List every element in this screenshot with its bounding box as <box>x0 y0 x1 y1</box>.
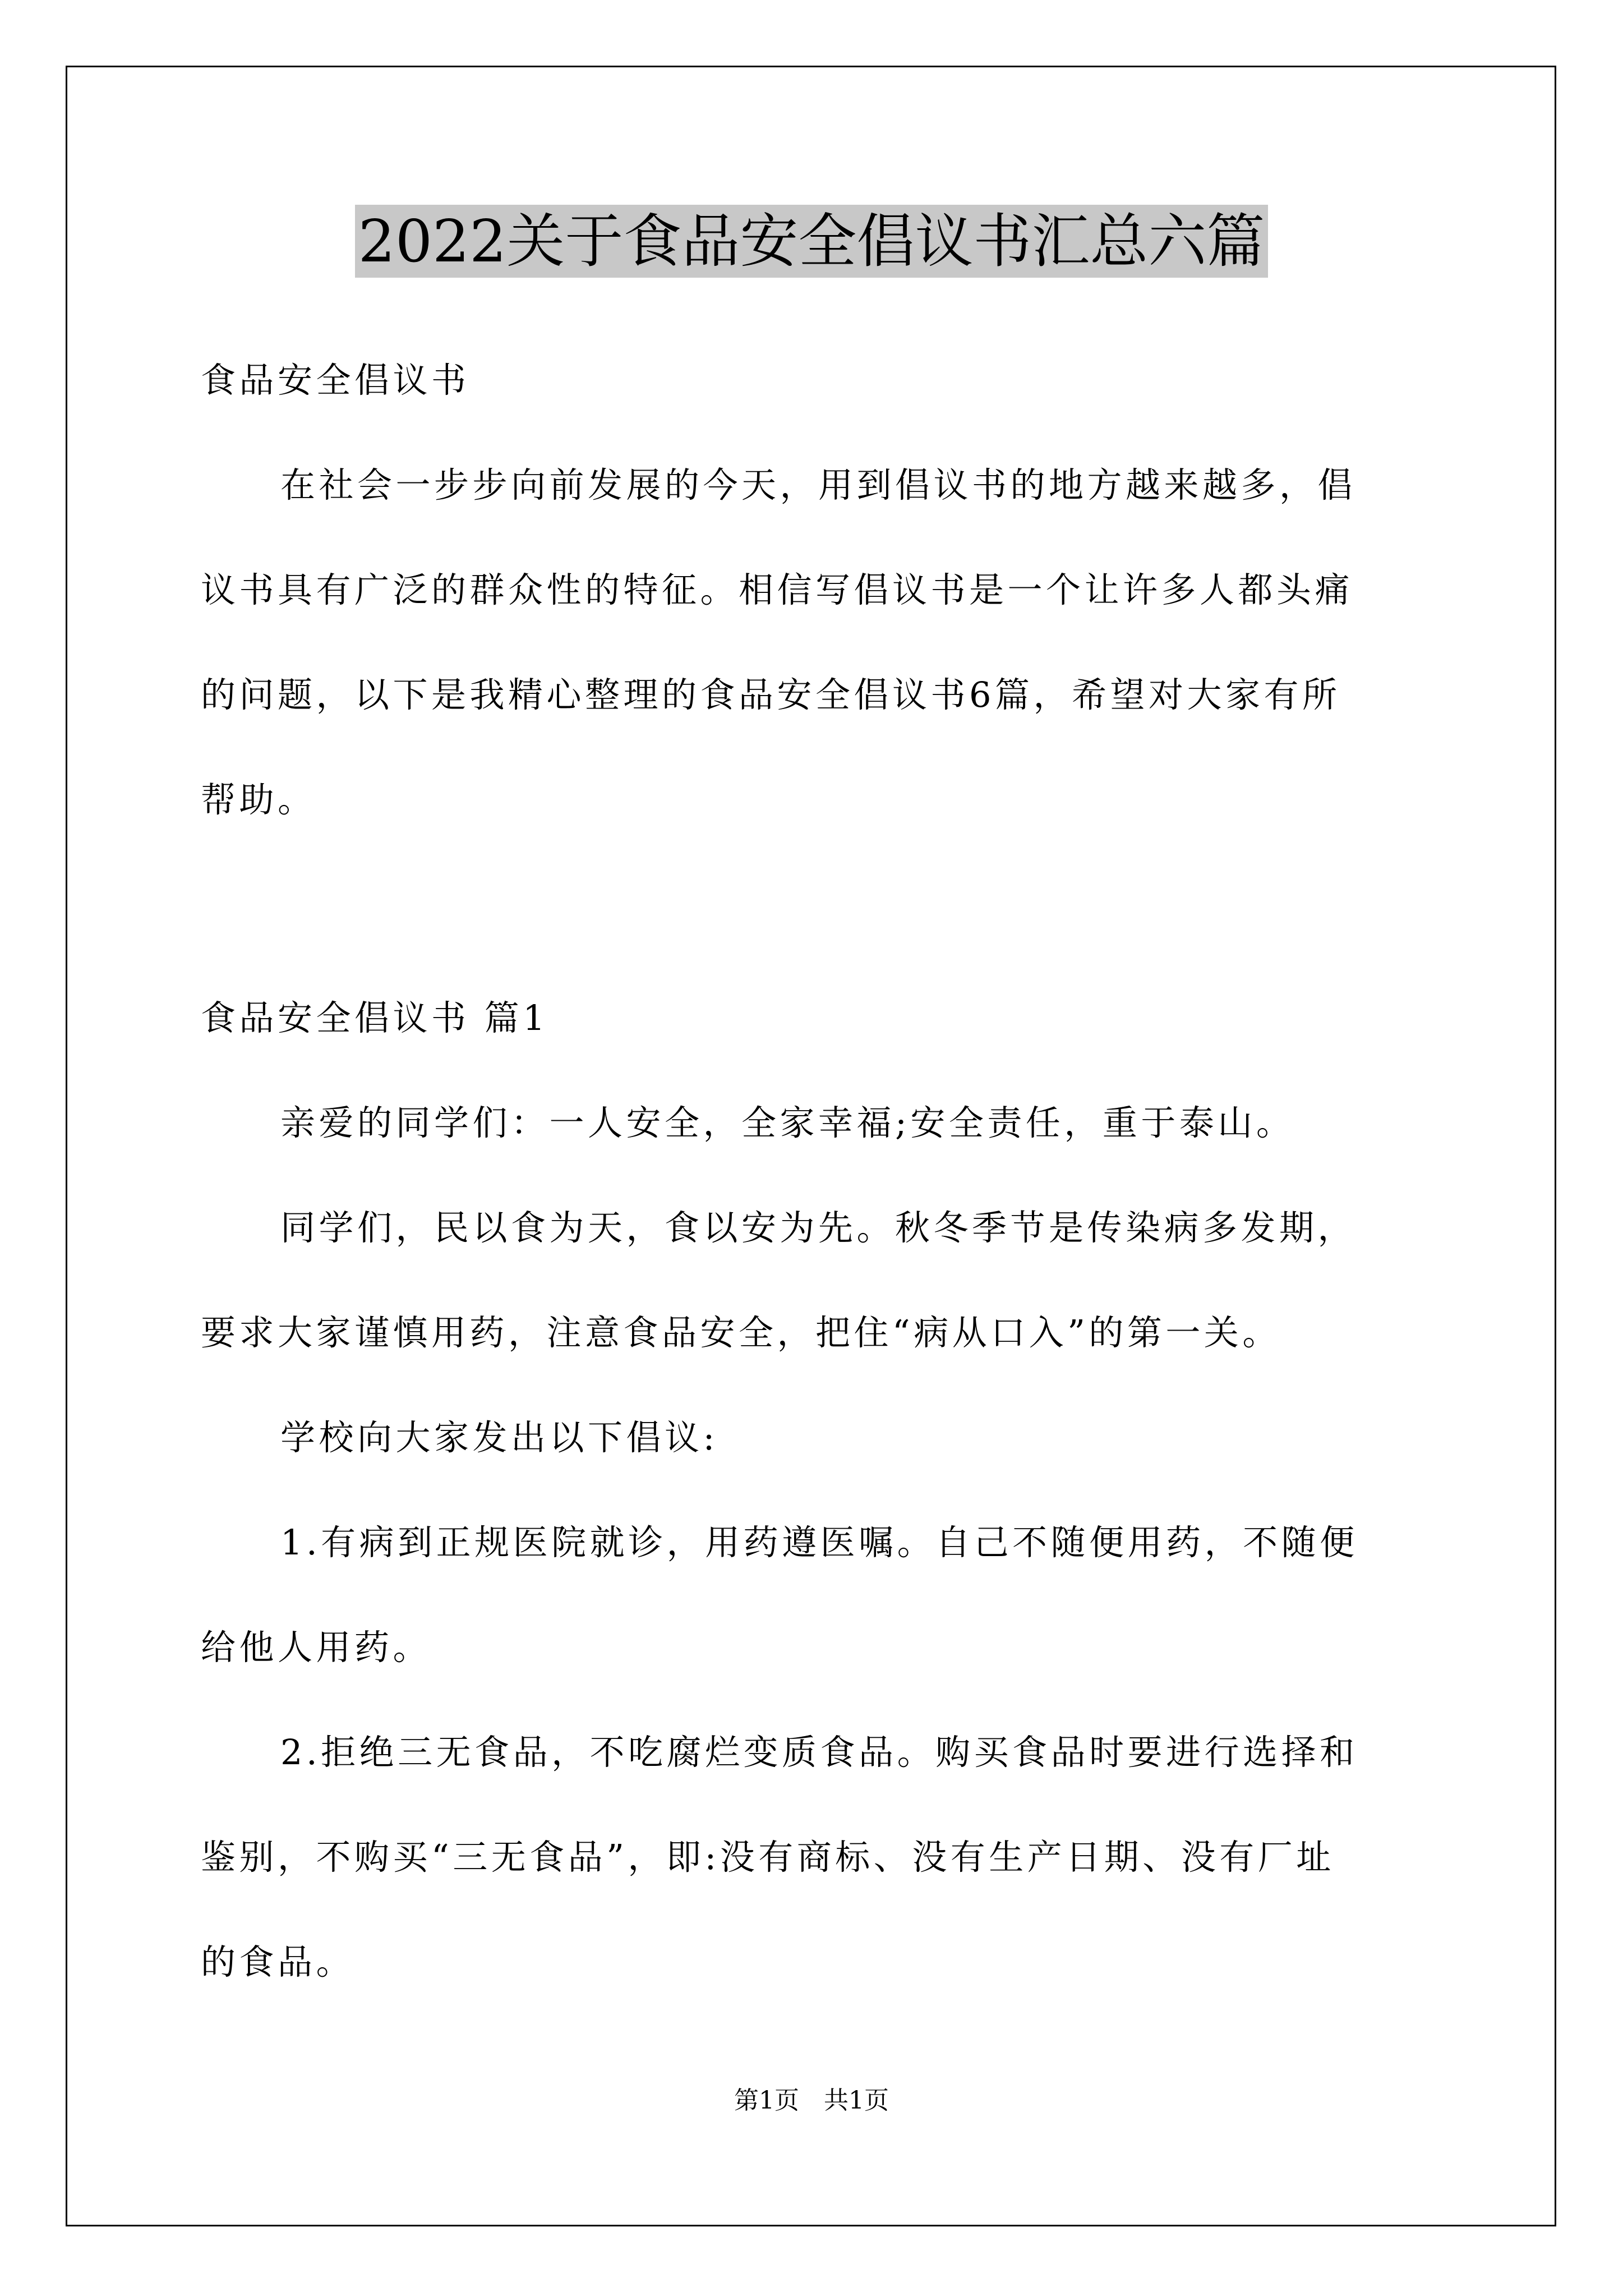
paragraph-line: 学校向大家发出以下倡议: <box>280 1417 718 1458</box>
paragraph-line: 的食品。 <box>201 1941 355 1982</box>
paragraph-line: 亲爱的同学们：一人安全，全家幸福;安全责任，重于泰山。 <box>280 1102 1295 1143</box>
paragraph-line: 的问题，以下是我精心整理的食品安全倡议书6篇，希望对大家有所 <box>201 674 1341 715</box>
paragraph-line: 在社会一步步向前发展的今天，用到倡议书的地方越来越多，倡 <box>280 464 1357 505</box>
paragraph-line: 议书具有广泛的群众性的特征。相信写倡议书是一个让许多人都头痛 <box>201 569 1354 610</box>
title-container <box>0 205 1623 278</box>
paragraph-line: 1.有病到正规医院就诊，用药遵医嘱。自己不随便用药，不随便 <box>280 1522 1358 1563</box>
page-footer: 第1页 共1页 <box>734 2086 889 2115</box>
paragraph-line: 要求大家谨慎用药，注意食品安全，把住“病从口入”的第一关。 <box>201 1312 1281 1353</box>
paragraph-line: 2.拒绝三无食品，不吃腐烂变质食品。购买食品时要进行选择和 <box>280 1732 1358 1773</box>
section-heading: 食品安全倡议书 篇1 <box>201 997 549 1038</box>
section-heading: 食品安全倡议书 <box>201 360 470 401</box>
paragraph-line: 鉴别，不购买“三无食品”，即:没有商标、没有生产日期、没有厂址 <box>201 1837 1335 1878</box>
paragraph-line: 同学们，民以食为天，食以安为先。秋冬季节是传染病多发期， <box>280 1207 1357 1248</box>
paragraph-line: 帮助。 <box>201 779 316 820</box>
document-title: 2022关于食品安全倡议书汇总六篇 <box>355 205 1269 278</box>
paragraph-line: 给他人用药。 <box>201 1627 432 1668</box>
